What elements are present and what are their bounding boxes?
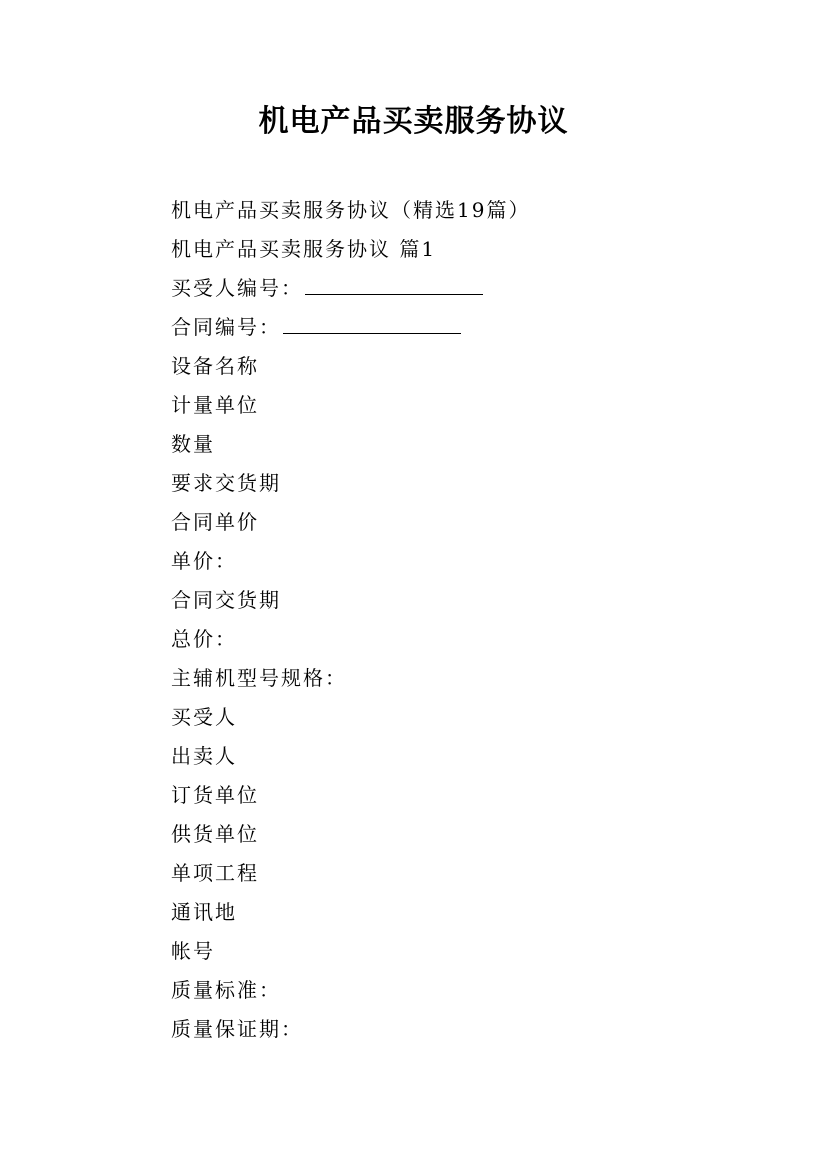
- item-account-number: 帐号: [171, 939, 215, 963]
- item-contract-unit-price: 合同单价: [171, 510, 259, 534]
- contract-number-label: 合同编号：: [171, 315, 281, 339]
- buyer-number-line: [171, 269, 771, 308]
- section-heading: 机电产品买卖服务协议 篇1: [171, 237, 437, 261]
- item-quantity: 数量: [171, 432, 215, 456]
- buyer-number-label: 买受人编号：: [171, 276, 303, 300]
- item-supplying-unit: 供货单位: [171, 822, 259, 846]
- item-quality-standard: 质量标准：: [171, 978, 281, 1002]
- item-seller: 出卖人: [171, 744, 237, 768]
- contract-number-line: [171, 308, 771, 347]
- item-total-price: 总价：: [171, 627, 237, 651]
- item-model-specs: 主辅机型号规格：: [171, 666, 347, 690]
- contract-number-blank: [283, 309, 461, 334]
- document-subtitle: 机电产品买卖服务协议（精选19篇）: [171, 198, 531, 222]
- item-ordering-unit: 订货单位: [171, 783, 259, 807]
- document-body: [171, 191, 771, 1049]
- item-single-project: 单项工程: [171, 861, 259, 885]
- item-contract-delivery-date: 合同交货期: [171, 588, 281, 612]
- buyer-number-blank: [305, 270, 483, 295]
- item-communication-address: 通讯地: [171, 900, 237, 924]
- item-warranty-period: 质量保证期：: [171, 1017, 303, 1041]
- document-title: 机电产品买卖服务协议: [258, 104, 569, 139]
- item-buyer: 买受人: [171, 705, 237, 729]
- item-unit-price: 单价：: [171, 549, 237, 573]
- item-equipment-name: 设备名称: [171, 354, 259, 378]
- item-measurement-unit: 计量单位: [171, 393, 259, 417]
- item-required-delivery-date: 要求交货期: [171, 471, 281, 495]
